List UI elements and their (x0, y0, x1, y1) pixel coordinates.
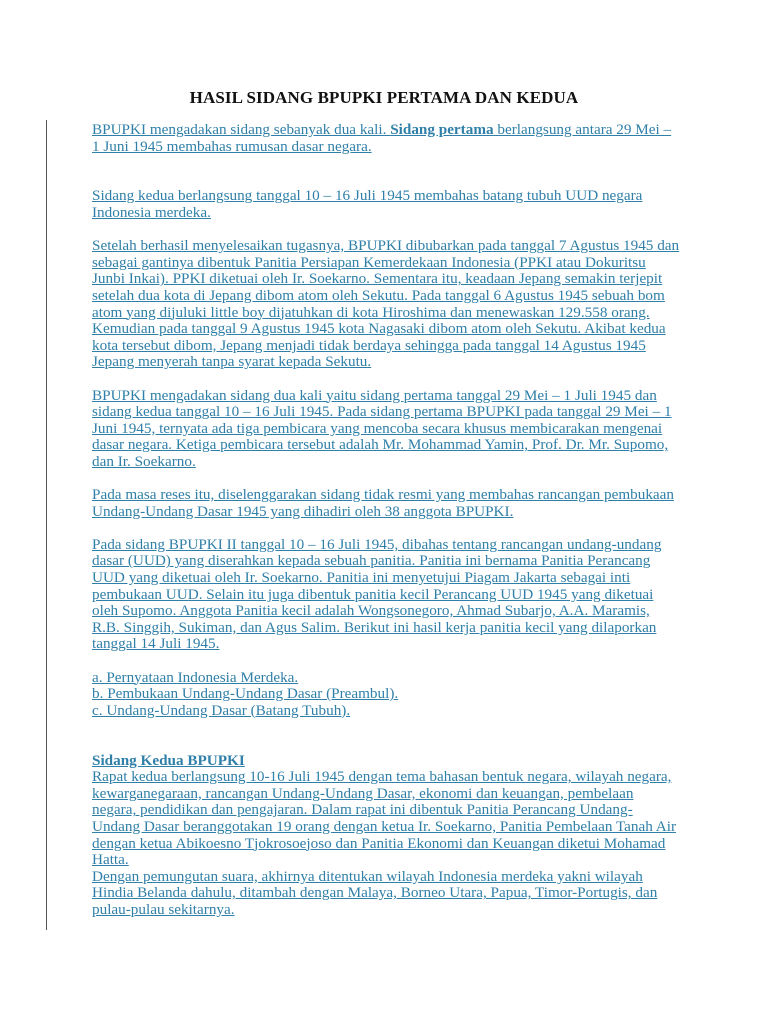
paragraph-5[interactable] (92, 487, 680, 520)
list-item[interactable]: a. Pernyataan Indonesia Merdeka. (92, 668, 299, 686)
paragraph-4-text[interactable]: BPUPKI mengadakan sidang dua kali yaitu sidang pertama tanggal 29 Mei – 1 Juli 1945 dan sidang kedua tanggal 10 – 16 Juli 1945. Pada sidang pertama BPUPKI pada tanggal 29 Mei – 1 Juni 1945, ternyata ada tiga pembicara yang mencoba secara khusus membicarakan mengenai dasar negara. Ketiga pembicara tersebut adalah Mr. Mohammad Yamin, Prof. Dr. Mr. Supomo, dan Ir. Soekarno. (92, 386, 672, 470)
result-list (92, 670, 680, 720)
section-second-session (92, 753, 680, 919)
document-title: HASIL SIDANG BPUPKI PERTAMA DAN KEDUA (189, 88, 579, 107)
section-heading[interactable]: Sidang Kedua BPUPKI (92, 751, 245, 769)
paragraph-2-text[interactable]: Sidang kedua berlangsung tanggal 10 – 16 Juli 1945 membahas batang tubuh UUD negara Indonesia merdeka. (92, 187, 643, 221)
paragraph-1[interactable] (92, 122, 680, 155)
list-item[interactable]: c. Undang-Undang Dasar (Batang Tubuh). (92, 701, 351, 719)
paragraph-1-text-a[interactable]: BPUPKI mengadakan sidang sebanyak dua kali. (92, 121, 391, 138)
margin-line (46, 120, 47, 930)
document-body (92, 122, 680, 935)
paragraph-5-text[interactable]: Pada masa reses itu, diselenggarakan sidang tidak resmi yang membahas rancangan pembukaan Undang-Undang Dasar 1945 yang dihadiri oleh 38 anggota BPUPKI. (92, 486, 674, 520)
list-item[interactable]: b. Pembukaan Undang-Undang Dasar (Preambul). (92, 685, 399, 703)
paragraph-2[interactable] (92, 188, 680, 221)
paragraph-8-text[interactable]: Dengan pemungutan suara, akhirnya ditentukan wilayah Indonesia merdeka yakni wilayah Hindia Belanda dahulu, ditambah dengan Malaya, Borneo Utara, Papua, Timor-Portugis, dan pulau-pulau sekitarnya. (92, 867, 658, 918)
paragraph-7-text[interactable]: Rapat kedua berlangsung 10-16 Juli 1945 dengan tema bahasan bentuk negara, wilayah negara, kewarganegaraan, rancangan Undang-Undang Dasar, ekonomi dan keuangan, pembelaan negara, pendidikan dan pengajaran. Dalam rapat ini dibentuk Panitia Perancang Undang-Undang Dasar beranggotakan 19 orang dengan ketua Ir. Soekarno, Panitia Pembelaan Tanah Air dengan ketua Abikoesno Tjokrosoejoso dan Panitia Ekonomi dan Keuangan diketui Mohamad Hatta. (92, 768, 677, 869)
paragraph-4[interactable] (92, 388, 680, 471)
paragraph-6-text[interactable]: Pada sidang BPUPKI II tanggal 10 – 16 Juli 1945, dibahas tentang rancangan undang-undang dasar (UUD) yang diserahkan kepada sebuah panitia. Panitia ini bernama Panitia Perancang UUD yang diketuai oleh Ir. Soekarno. Panitia ini menyetujui Piagam Jakarta sebagai inti pembukaan UUD. Selain itu juga dibentuk panitia kecil Perancang UUD 1945 yang diketuai oleh Supomo. Anggota Panitia kecil adalah Wongsonegoro, Ahmad Subarjo, A.A. Maramis, R.B. Singgih, Sukiman, dan Agus Salim. Berikut ini hasil kerja panitia kecil yang dilaporkan tanggal 14 Juli 1945. (92, 535, 662, 653)
paragraph-3[interactable] (92, 238, 680, 371)
paragraph-1-text-b[interactable]: berlangsung antara 29 Mei – 1 Juni 1945 membahas rumusan dasar negara. (92, 121, 672, 155)
paragraph-3-text[interactable]: Setelah berhasil menyelesaikan tugasnya, BPUPKI dibubarkan pada tanggal 7 Agustus 1945 dan sebagai gantinya dibentuk Panitia Persiapan Kemerdekaan Indonesia (PPKI atau Dokuritsu Junbi Inkai). PPKI diketuai oleh Ir. Soekarno. Sementara itu, keadaan Jepang semakin terjepit setelah dua kota di Jepang dibom atom oleh Sekutu. Pada tanggal 6 Agustus 1945 sebuah bom atom yang dijuluki little boy dijatuhkan di kota Hiroshima dan menewaskan 129.558 orang. Kemudian pada tanggal 9 Agustus 1945 kota Nagasaki dibom atom oleh Sekutu. Akibat kedua kota tersebut dibom, Jepang menjadi tidak berdaya sehingga pada tanggal 14 Agustus 1945 Jepang menyerah tanpa syarat kepada Sekutu. (92, 237, 680, 371)
paragraph-6[interactable] (92, 537, 680, 653)
paragraph-1-bold[interactable]: Sidang pertama (390, 121, 494, 138)
